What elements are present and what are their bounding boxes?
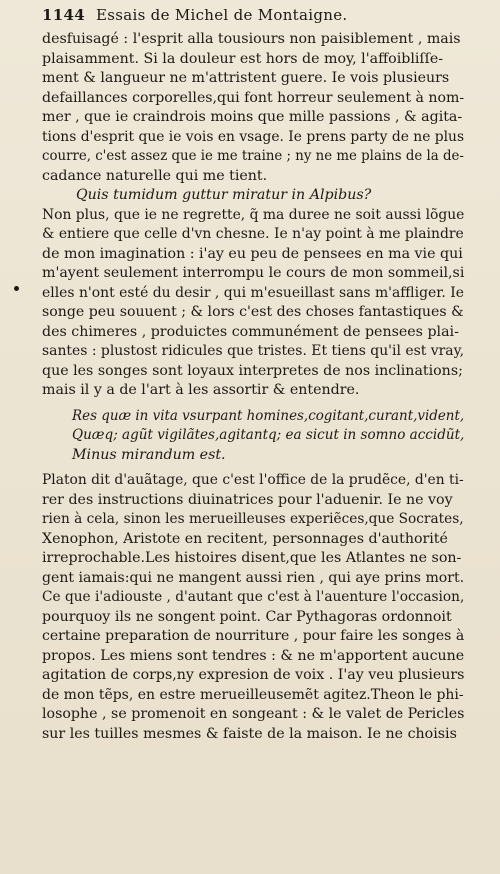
text-line: que les songes sont loyaux interpretes de nos inclinations; — [42, 362, 463, 379]
running-header — [42, 4, 462, 26]
page-number: 1144 — [42, 6, 85, 24]
margin-dot — [14, 286, 19, 291]
quote-line: Minus mirandum est. — [72, 446, 226, 463]
text-line: mer , que ie craindrois moins que mille passions , & agita- — [42, 109, 463, 125]
latin-quote-2 — [42, 407, 464, 466]
text-line: rien à cela, sinon les merueilleuses experiẽces,que Socrates, — [42, 511, 464, 527]
text-line: rer des instructions diuinatrices pour l'aduenir. Ie ne voy — [42, 491, 453, 508]
text-line: plaisamment. Si la douleur est hors de moy, l'affoibliſſe- — [42, 50, 444, 67]
text-line: m'ayent seulement interrompu le cours de mon sommeil,si — [42, 265, 465, 281]
quote-line: Quis tumidum guttur miratur in Alpibus? — [76, 187, 372, 203]
text-line: de mon tẽps, en estre merueilleusemẽt agitez.Theon le phi- — [42, 686, 464, 703]
latin-quote-1 — [42, 186, 464, 206]
paragraph-3 — [42, 471, 464, 744]
text-line: mais il y a de l'art à les assortir & entendre. — [42, 382, 360, 398]
text-line: elles n'ont esté du desir , qui m'esueillast sans m'affliger. Ie — [42, 284, 464, 301]
text-line: defaillances corporelles,qui font horreur seulement à nom- — [42, 89, 465, 106]
quote-line: Res quæ in vita vsurpant homines,cogitant,curant,vident, — [72, 407, 465, 424]
text-line: irreprochable.Les histoires disent,que les Atlantes ne son- — [42, 550, 462, 566]
text-line: cadance naturelle qui me tient. — [42, 167, 268, 184]
text-line: losophe , se promenoit en songeant : & le valet de Pericles — [42, 706, 465, 722]
paragraph-2 — [42, 206, 464, 401]
text-line: pourquoy ils ne songent point. Car Pythagoras ordonnoit — [42, 608, 452, 625]
text-line: Non plus, que ie ne regrette, q̃ ma duree ne soit aussi lõgue — [42, 206, 465, 223]
running-title: Essais de Michel de Montaigne. — [96, 6, 348, 24]
text-line: santes : plustost ridicules que tristes. Et tiens qu'il est vray, — [42, 343, 465, 359]
paragraph-1 — [42, 30, 464, 186]
text-line: des chimeres , produictes communément de pensees plai- — [42, 323, 459, 340]
text-line: Platon dit d'auãtage, que c'est l'office de la prudẽce, d'en ti- — [42, 472, 464, 488]
text-line: songe peu souuent ; & lors c'est des choses fantastiques & — [42, 304, 464, 320]
quote-line: Quæq; agũt vigilãtes,agitantq; ea sicut in somno accidũt, — [72, 427, 465, 443]
text-line: tions d'esprit que ie vois en vsage. Ie prens party de ne plus — [42, 128, 465, 145]
text-line: agitation de corps,ny expresion de voix . I'ay veu plusieurs — [42, 667, 465, 683]
text-line: courre, c'est assez que ie me traine ; ny ne me plains de la de- — [42, 148, 464, 164]
text-line: certaine preparation de nourriture , pour faire les songes à — [42, 628, 465, 644]
text-line: Ce que i'adiouste , d'autant que c'est à l'auenture l'occasion, — [42, 589, 465, 605]
text-line: propos. Les miens sont tendres : & ne m'apportent aucune — [42, 647, 465, 664]
page-body — [42, 30, 464, 744]
text-line: Xenophon, Aristote en recitent, personnages d'authorité — [42, 530, 448, 547]
text-line: gent iamais:qui ne mangent aussi rien , qui aye prins mort. — [42, 569, 465, 586]
text-line: & entiere que celle d'vn chesne. Ie n'ay point à me plaindre — [42, 226, 464, 242]
text-line: ment & langueur ne m'attristent guere. Ie vois plusieurs — [42, 70, 450, 86]
text-line: sur les tuilles mesmes & faiste de la maison. Ie ne choisis — [42, 725, 457, 742]
text-line: de mon imagination : i'ay eu peu de pensees en ma vie qui — [42, 245, 463, 262]
text-line: desfuisagé : l'esprit alla tousiours non paisiblement , mais — [42, 31, 461, 47]
